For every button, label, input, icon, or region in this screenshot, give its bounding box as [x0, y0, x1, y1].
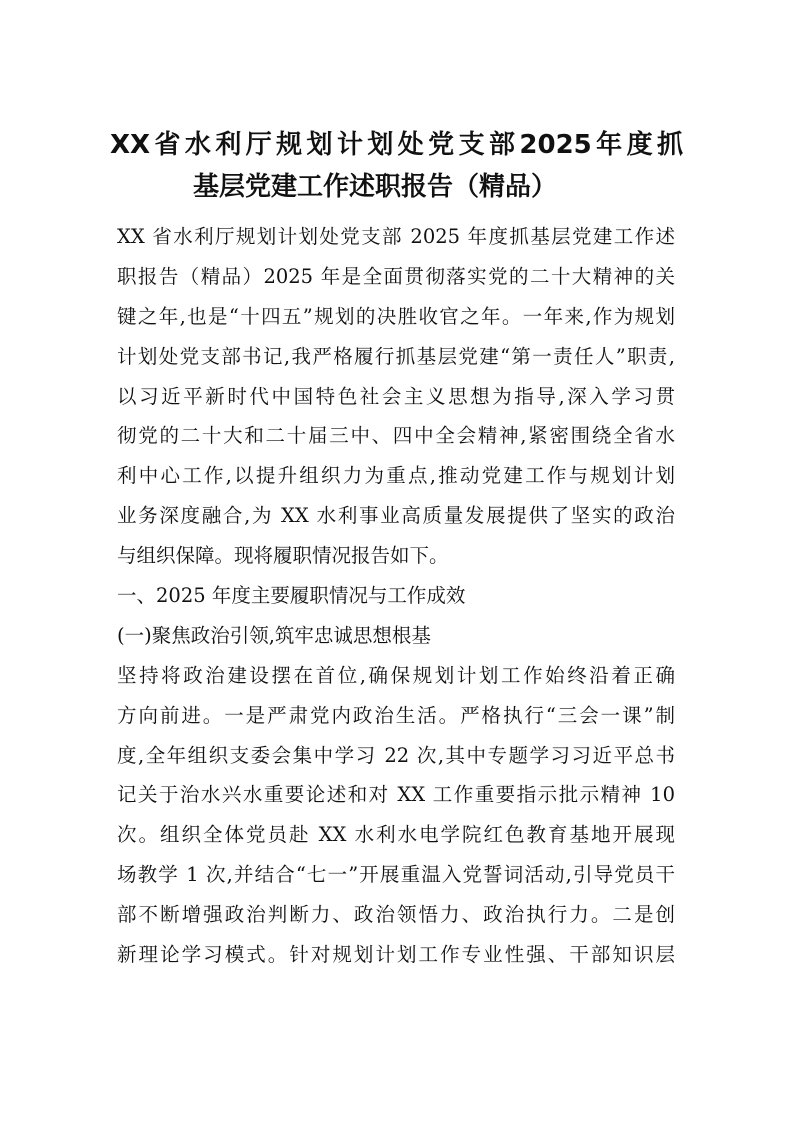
- body-text-line: XX 省水利厅规划计划处党支部 2025 年度抓基层党建工作述: [117, 225, 675, 248]
- body-text-line: 彻党的二十大和二十届三中、四中全会精神,紧密围绕全省水: [117, 424, 675, 448]
- body-text-line: 场教学 1 次,并结合“七一”开展重温入党誓词活动,引导党员干: [117, 863, 675, 887]
- body-text-line: 以习近平新时代中国特色社会主义思想为指导,深入学习贯: [117, 384, 675, 408]
- body-text-line: 一、2025 年度主要履职情况与工作成效: [117, 584, 466, 608]
- body-text-line: 计划处党支部书记,我严格履行抓基层党建“第一责任人”职责,: [117, 344, 675, 368]
- body-text-line: 坚持将政治建设摆在首位,确保规划计划工作始终沿着正确: [117, 663, 675, 687]
- body-text-line: 方向前进。一是严肃党内政治生活。严格执行“三会一课”制: [117, 703, 675, 727]
- body-text-line: 新理论学习模式。针对规划计划工作专业性强、干部知识层: [117, 943, 675, 967]
- body-text-line: 与组织保障。现将履职情况报告如下。: [117, 544, 449, 568]
- document-title-line-1: XX省水利厅规划计划处党支部2025年度抓: [110, 130, 683, 160]
- document-body: [117, 221, 675, 979]
- body-text-line: 记关于治水兴水重要论述和对 XX 工作重要指示批示精神 10: [117, 783, 675, 807]
- body-text-line: 键之年,也是“十四五”规划的决胜收官之年。一年来,作为规划: [117, 304, 675, 328]
- document-title-line-2: 基层党建工作述职报告（精品）: [193, 172, 558, 202]
- body-text-line: 业务深度融合,为 XX 水利事业高质量发展提供了坚实的政治: [117, 504, 675, 528]
- body-text-line: 度,全年组织支委会集中学习 22 次,其中专题学习习近平总书: [117, 743, 675, 767]
- body-text-line: 利中心工作,以提升组织力为重点,推动党建工作与规划计划: [117, 464, 675, 488]
- body-text-line: 部不断增强政治判断力、政治领悟力、政治执行力。二是创: [117, 903, 675, 927]
- body-text-line: 次。组织全体党员赴 XX 水利水电学院红色教育基地开展现: [117, 823, 675, 847]
- body-text-line: (一)聚焦政治引领,筑牢忠诚思想根基: [117, 623, 431, 647]
- body-text-line: 职报告（精品）2025 年是全面贯彻落实党的二十大精神的关: [117, 264, 675, 288]
